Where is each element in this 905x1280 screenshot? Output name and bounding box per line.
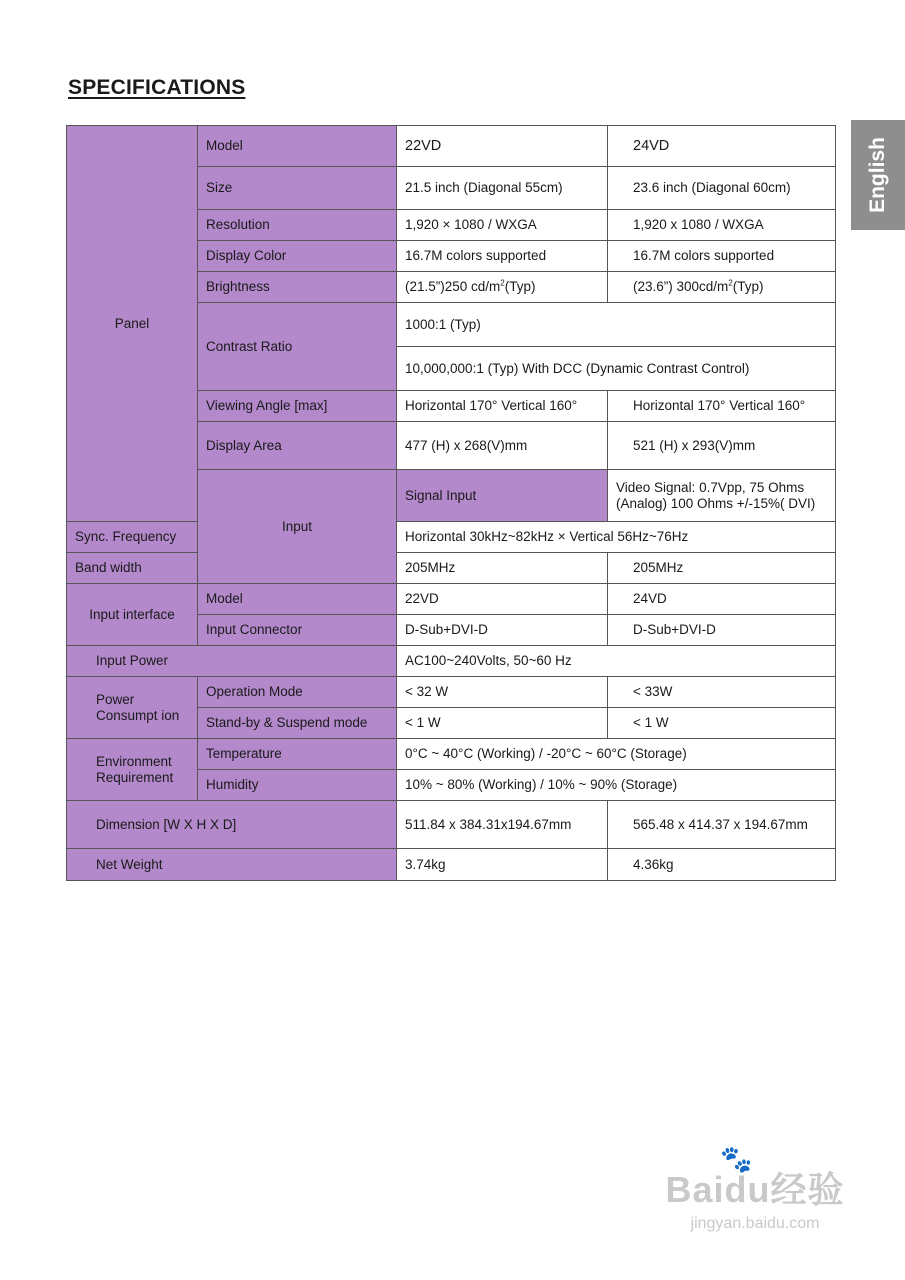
resolution-24vd-value: 1,920 x 1080 / WXGA <box>608 210 836 241</box>
row-label-interface-model: Model <box>198 584 397 615</box>
contrast-ratio-dcc-value: 10,000,000:1 (Typ) With DCC (Dynamic Contrast Control) <box>397 347 836 391</box>
row-label-temperature: Temperature <box>198 739 397 770</box>
brightness-22vd-value: (21.5”)250 $cd/m^2(Typ)$ <box>397 272 608 303</box>
row-label-resolution: Resolution <box>198 210 397 241</box>
row-label-viewing-angle: Viewing Angle [max] <box>198 391 397 422</box>
operation-mode-24vd-value: < 33W <box>608 677 836 708</box>
table-row <box>67 522 836 553</box>
row-label-signal-input: Signal Input <box>397 470 608 522</box>
row-label-operation-mode: Operation Mode <box>198 677 397 708</box>
resolution-22vd-value: 1,920 × 1080 / WXGA <box>397 210 608 241</box>
net-weight-24vd-value: 4.36kg <box>608 849 836 881</box>
row-label-size: Size <box>198 167 397 210</box>
table-row <box>67 849 836 881</box>
signal-input-value: Video Signal: 0.7Vpp, 75 Ohms (Analog) 100 Ohms +/-15%( DVI) <box>608 470 836 522</box>
row-label-brightness: Brightness <box>198 272 397 303</box>
category-environment: Environment Requirement <box>67 739 198 801</box>
specifications-table <box>66 125 836 881</box>
display-area-24vd-value: 521 (H) x 293(V)mm <box>608 422 836 470</box>
row-label-sync-frequency: Sync. Frequency <box>67 522 198 553</box>
display-color-24vd-value: 16.7M colors supported <box>608 241 836 272</box>
table-row <box>67 584 836 615</box>
standby-mode-24vd-value: < 1 W <box>608 708 836 739</box>
sync-frequency-value: Horizontal 30kHz~82kHz × Vertical 56Hz~76Hz <box>397 522 836 553</box>
table-row <box>67 739 836 770</box>
row-label-dimension: Dimension [W X H X D] <box>67 801 397 849</box>
page-title: SPECIFICATIONS <box>68 76 246 99</box>
model-22vd-value: 22VD <box>397 126 608 167</box>
category-input: Input <box>198 470 397 584</box>
row-label-display-area: Display Area <box>198 422 397 470</box>
watermark-url: jingyan.baidu.com <box>690 1215 820 1232</box>
table-row <box>67 646 836 677</box>
size-22vd-value: 21.5 inch (Diagonal 55cm) <box>397 167 608 210</box>
input-connector-24vd-value: D-Sub+DVI-D <box>608 615 836 646</box>
table-row <box>67 677 836 708</box>
input-power-value: AC100~240Volts, 50~60 Hz <box>397 646 836 677</box>
standby-mode-22vd-value: < 1 W <box>397 708 608 739</box>
dimension-24vd-value: 565.48 x 414.37 x 194.67mm <box>608 801 836 849</box>
row-label-display-color: Display Color <box>198 241 397 272</box>
row-label-humidity: Humidity <box>198 770 397 801</box>
viewing-angle-24vd-value: Horizontal 170° Vertical 160° <box>608 391 836 422</box>
row-label-standby-mode: Stand-by & Suspend mode <box>198 708 397 739</box>
band-width-22vd-value: 205MHz <box>397 553 608 584</box>
language-tab-label: English <box>866 137 889 213</box>
table-row <box>67 801 836 849</box>
display-color-22vd-value: 16.7M colors supported <box>397 241 608 272</box>
interface-model-24vd-value: 24VD <box>608 584 836 615</box>
row-label-net-weight: Net Weight <box>67 849 397 881</box>
display-area-22vd-value: 477 (H) x 268(V)mm <box>397 422 608 470</box>
table-row <box>67 126 836 167</box>
temperature-value: 0°C ~ 40°C (Working) / -20°C ~ 60°C (Storage) <box>397 739 836 770</box>
viewing-angle-22vd-value: Horizontal 170° Vertical 160° <box>397 391 608 422</box>
language-tab[interactable] <box>851 120 905 230</box>
baidu-watermark <box>640 1144 870 1233</box>
category-panel: Panel <box>67 126 198 522</box>
net-weight-22vd-value: 3.74kg <box>397 849 608 881</box>
row-label-band-width: Band width <box>67 553 198 584</box>
size-24vd-value: 23.6 inch (Diagonal 60cm) <box>608 167 836 210</box>
watermark-logo: Baidu经验 <box>665 1169 845 1210</box>
paw-icon: 🐾 <box>720 1144 753 1174</box>
brightness-24vd-value: (23.6”) $300cd/m^2(Typ)$ <box>608 272 836 303</box>
dimension-22vd-value: 511.84 x 384.31x194.67mm <box>397 801 608 849</box>
row-label-contrast-ratio: Contrast Ratio <box>198 303 397 391</box>
category-power-consumption: Power Consumpt ion <box>67 677 198 739</box>
humidity-value: 10% ~ 80% (Working) / 10% ~ 90% (Storage) <box>397 770 836 801</box>
model-24vd-value: 24VD <box>608 126 836 167</box>
row-label-input-connector: Input Connector <box>198 615 397 646</box>
category-input-interface: Input interface <box>67 584 198 646</box>
row-label-model: Model <box>198 126 397 167</box>
band-width-24vd-value: 205MHz <box>608 553 836 584</box>
interface-model-22vd-value: 22VD <box>397 584 608 615</box>
table-row <box>67 553 836 584</box>
contrast-ratio-typ-value: 1000:1 (Typ) <box>397 303 836 347</box>
input-connector-22vd-value: D-Sub+DVI-D <box>397 615 608 646</box>
row-label-input-power: Input Power <box>67 646 397 677</box>
operation-mode-22vd-value: < 32 W <box>397 677 608 708</box>
